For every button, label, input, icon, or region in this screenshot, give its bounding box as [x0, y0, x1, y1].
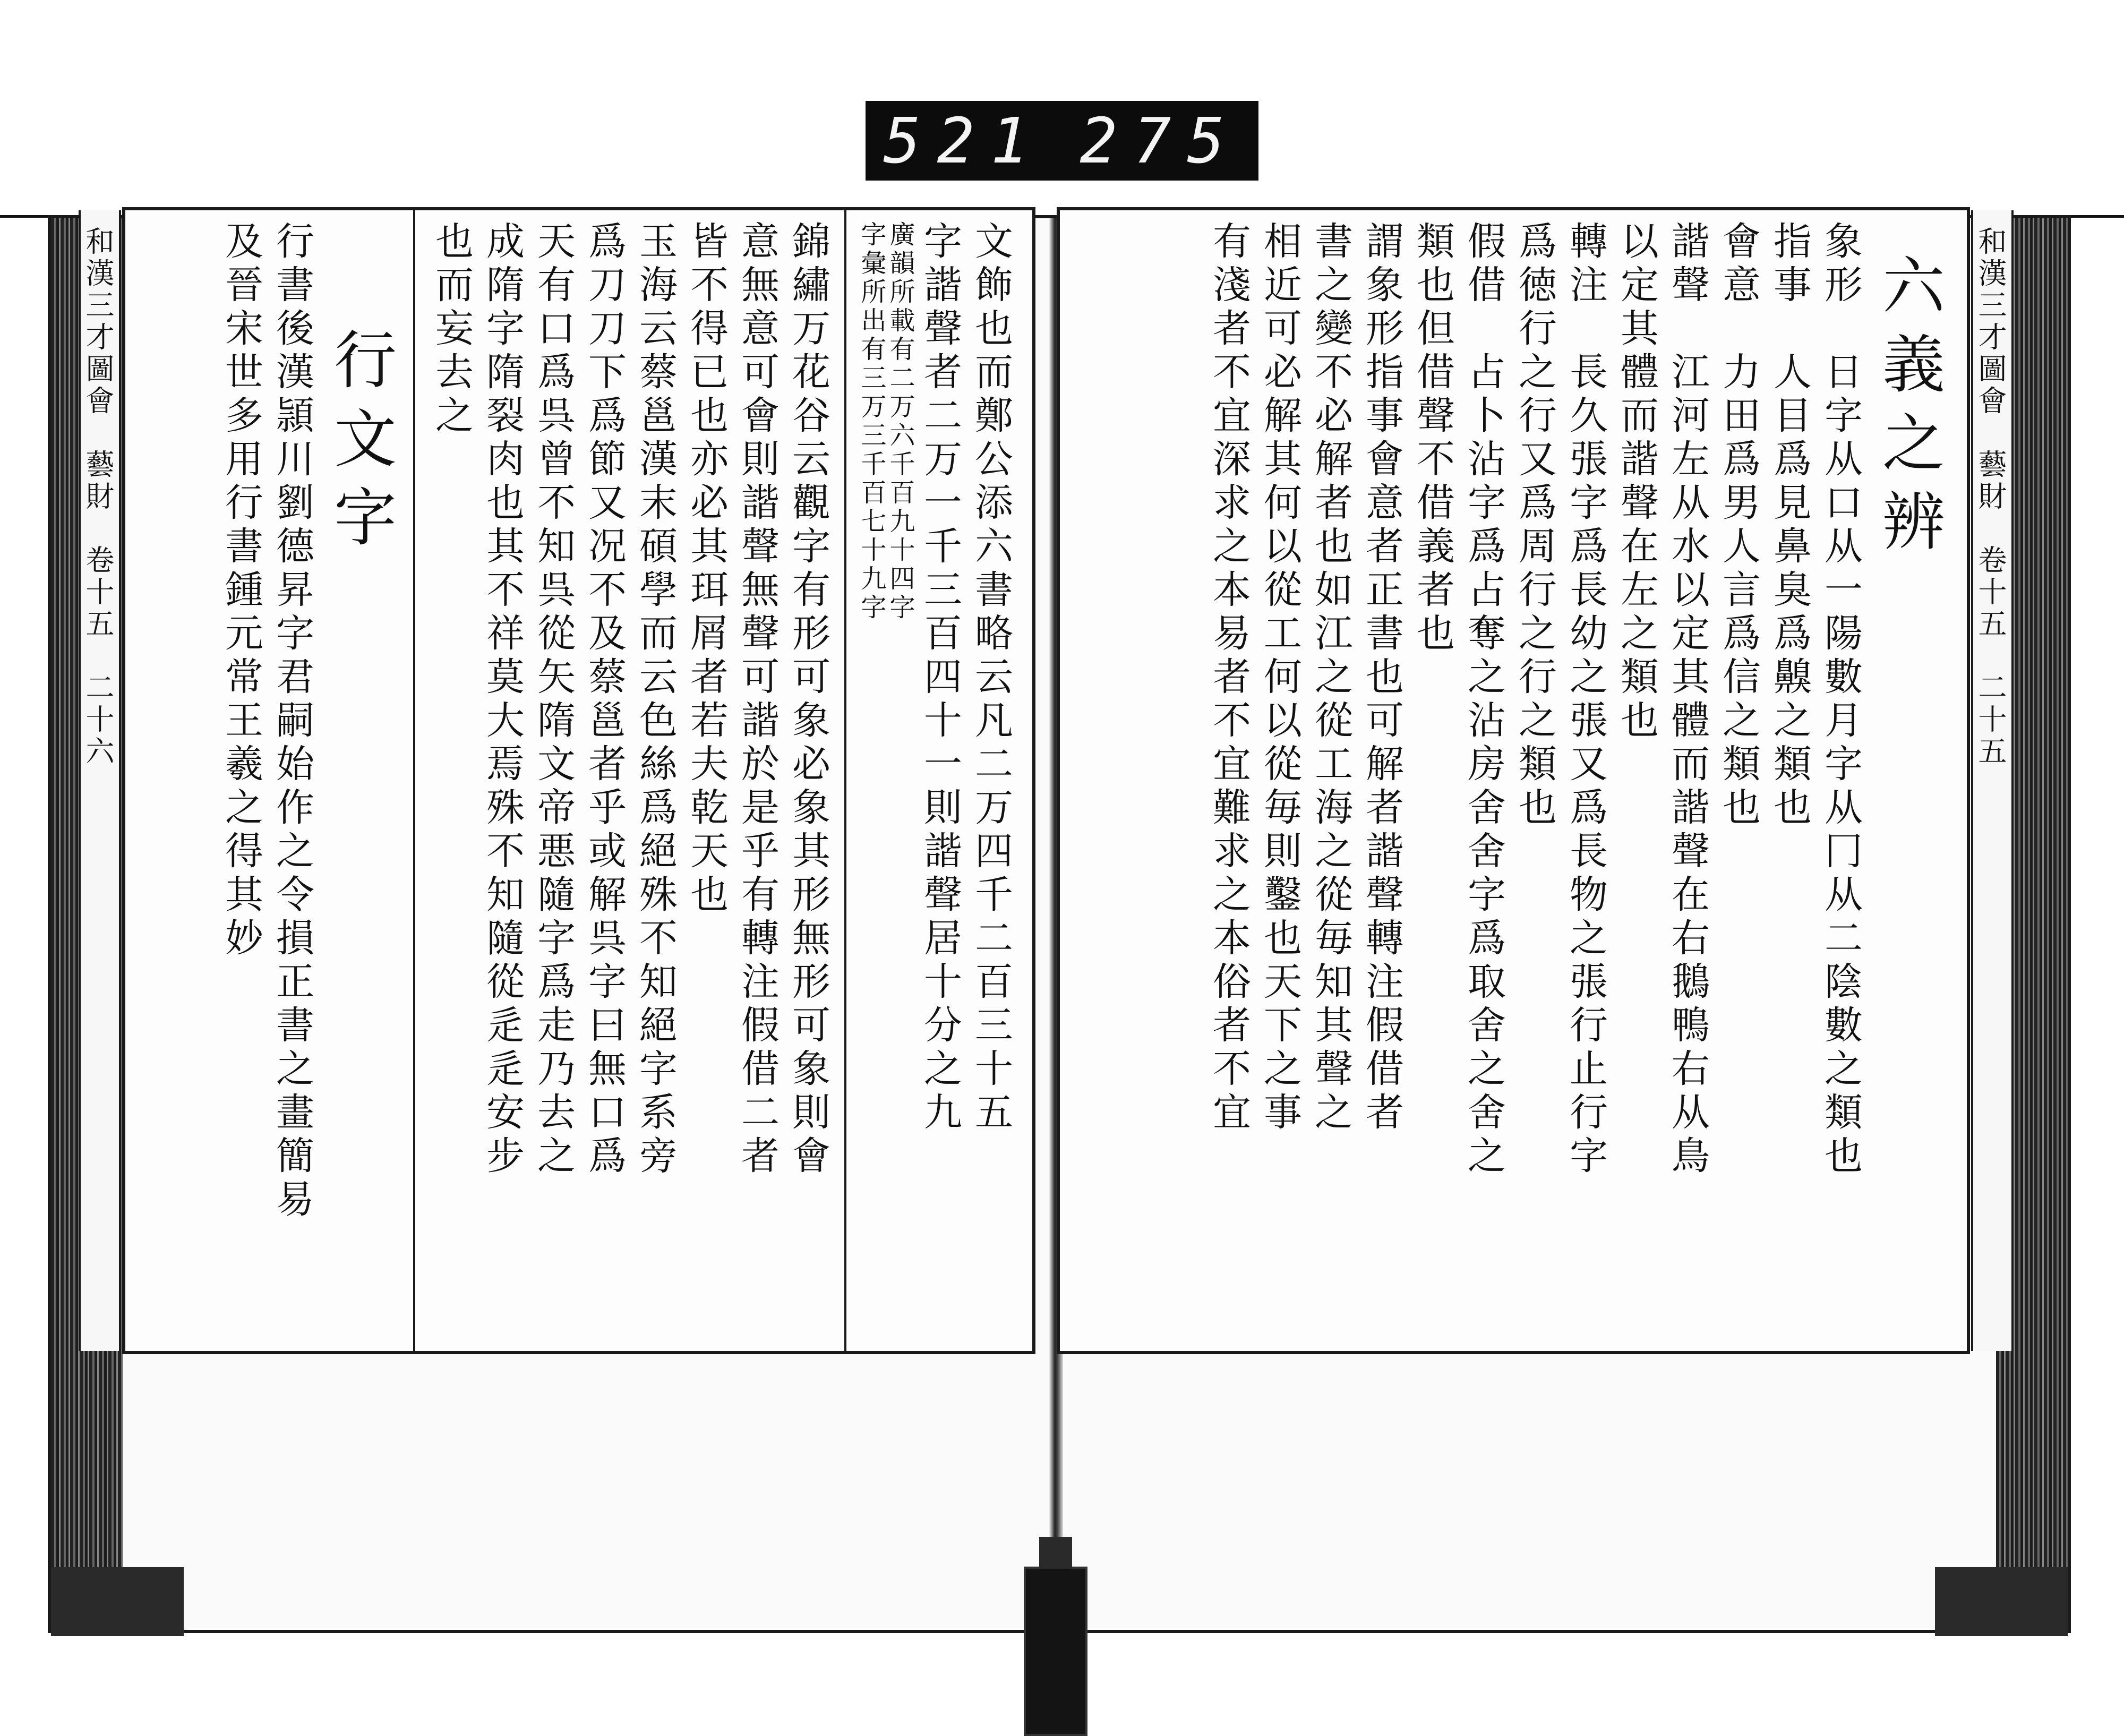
- text-column: 諧聲 江河左从水以定其體而諧聲在右鵝鴨右从鳥: [1665, 221, 1710, 1179]
- section-title: 六義之辨: [1872, 253, 1945, 567]
- right-page: [1057, 207, 2007, 1354]
- text-column: 爲刀刀下爲節又况不及蔡邕者乎或解呉字曰無口爲: [582, 221, 627, 1179]
- left-binding-band: [51, 1567, 184, 1636]
- holder-clip: [1024, 1567, 1087, 1736]
- left-page-columns: [141, 221, 1016, 1340]
- text-column: 有淺者不宜深求之本易者不宜難求之本俗者不宜: [1206, 221, 1251, 1135]
- text-column: 文飾也而鄭公添六書略云凡二万四千二百三十五: [969, 221, 1013, 1135]
- text-column: 意無意可會則諧聲無聲可諧於是乎有轉注假借二者: [735, 221, 780, 1179]
- text-column: 也而妄去之: [429, 221, 474, 439]
- text-column: 會意 力田爲男人言爲信之類也: [1716, 221, 1761, 831]
- text-column: 行書後漢頴川劉德昇字君嗣始作之令損正書之畫簡易: [270, 221, 314, 1222]
- text-column: 玉海云蔡邕漢末碩學而云色絲爲絕殊不知絕字系旁: [633, 221, 678, 1179]
- right-binding-band: [1935, 1567, 2068, 1636]
- text-column: 成隋字隋裂肉也其不祥莫大焉殊不知隨從辵辵安步: [480, 221, 525, 1179]
- annotation-column: 廣韻所載有二万六千百九十四字: [885, 221, 915, 622]
- left-page-margin: 和漢三才圖會 藝財 卷十五 二十六: [79, 210, 121, 1351]
- film-number-right: 275: [1080, 104, 1241, 177]
- text-column: 皆不得已也亦必其珥屑者若夫乾天也: [684, 221, 729, 918]
- section-title: 行文字: [323, 327, 397, 563]
- text-column: 轉注 長久張字爲長幼之張又爲長物之張行止行字: [1563, 221, 1608, 1179]
- text-column: 字諧聲者二万一千三百四十一則諧聲居十分之九: [918, 221, 962, 1135]
- text-column: 類也但借聲不借義者也: [1410, 221, 1455, 656]
- right-page-margin: 和漢三才圖會 藝財 卷十五 二十五: [1971, 210, 2014, 1351]
- film-label: [866, 101, 1258, 181]
- text-column: 天有口爲呉曾不知呉從矢隋文帝悪隨字爲走乃去之: [531, 221, 576, 1179]
- left-page: [81, 207, 1035, 1354]
- text-column: 以定其體而諧聲在左之類也: [1614, 221, 1659, 743]
- column-divider: [413, 210, 415, 1351]
- text-column: 相近可必解其何以從工何以從毎則鑿也天下之事: [1257, 221, 1302, 1135]
- text-column: 指事 人目爲見鼻臭爲齅之類也: [1767, 221, 1812, 831]
- annotation-column: 字彙所出有三万三千百七十九字: [857, 221, 886, 622]
- right-page-columns: [1076, 221, 1951, 1340]
- text-column: 假借 占卜沾字爲占奪之沾房舍舍字爲取舍之舍之: [1461, 221, 1506, 1179]
- text-column: 及晉宋世多用行書鍾元常王羲之得其妙: [219, 221, 263, 961]
- text-column: 謂象形指事會意者正書也可解者諧聲轉注假借者: [1359, 221, 1404, 1135]
- text-column: 錦繡万花谷云觀字有形可象必象其形無形可象則會: [786, 221, 830, 1179]
- film-number-left: 521: [883, 104, 1044, 177]
- text-column: 爲徳行之行又爲周行之行之類也: [1512, 221, 1557, 831]
- text-column: 書之變不必解者也如江之從工海之從毎知其聲之: [1308, 221, 1353, 1135]
- column-divider: [844, 210, 846, 1351]
- annotation-pair: [857, 221, 914, 1340]
- text-column: 象形 日字从口从一陽數月字从冂从二陰數之類也: [1818, 221, 1863, 1179]
